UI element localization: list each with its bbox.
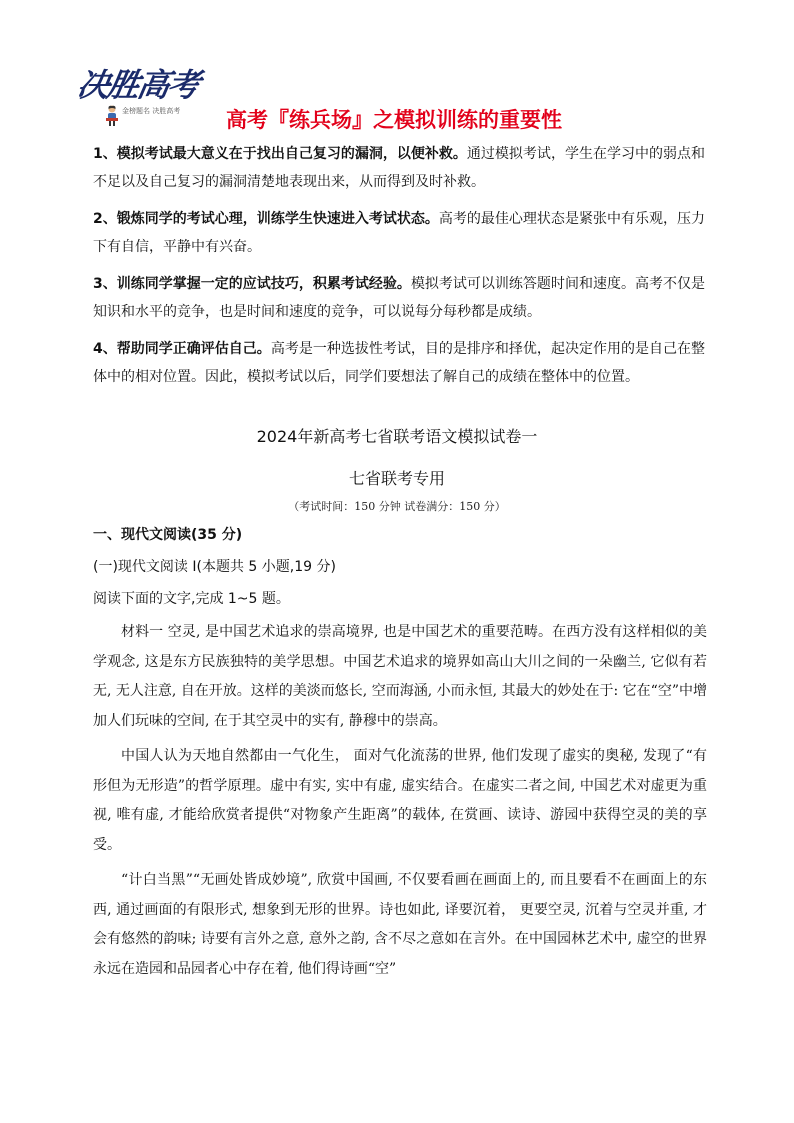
intro-point — [93, 205, 705, 261]
intro-point-text: 通过模拟考试，学生在学习中的弱点和不足以及自己复习的漏洞清楚地表现出来，从而得到及时补救。 — [93, 146, 705, 190]
exam-subtitle: 七省联考专用 — [348, 469, 445, 488]
passage-paragraph: “计白当黑”“无画处皆成妙境”, 欣赏中国画, 不仅要看画在画面上的, 而且要看不在画面上的东西, 通过画面的有限形式, 想象到无形的世界。诗也如此, 译要沉着， 更要空灵, 沉着与空灵并重, 才会有悠然的韵味; 诗要有言外之意, 意外之韵, 含不尽之意如在言外。在中国园林艺术中, 虚空的世界永远在造园和品园者心中存在着, 他们得诗画“空” — [93, 872, 707, 977]
intro-point-text: 高考是一种选拔性考试，目的是排序和择优，起决定作用的是自己在整体中的相对位置。因此，模拟考试以后，同学们要想法了解自己的成绩在整体中的位置。 — [93, 341, 706, 385]
intro-point-bold: 2、锻炼同学的考试心理，训练学生快速进入考试状态。 — [93, 211, 439, 227]
logo-subtitle: 金榜题名 决胜高考 — [122, 107, 181, 115]
intro-point-bold: 4、帮助同学正确评估自己。 — [93, 341, 271, 357]
exam-title: 2024年新高考七省联考语文模拟试卷一 — [256, 427, 538, 446]
intro-point-bold: 3、训练同学掌握一定的应试技巧，积累考试经验。 — [93, 276, 411, 292]
passage-paragraph: 中国人认为天地自然都由一气化生， 面对气化流荡的世界, 他们发现了虚实的奥秘, 发现了“有形但为无形造”的哲学原理。虚中有实, 实中有虚, 虚实结合。在虚实二者之间, 中国艺术对虚更为重视, 唯有虚, 才能给欣赏者提供“对物象产生距离”的载体, 在赏画、读诗、游园中获得空灵的美的享受。 — [93, 748, 707, 853]
intro-point-text: 高考的最佳心理状态是紧张中有乐观，压力下有自信，平静中有兴奋。 — [93, 211, 705, 255]
logo-text: 决胜高考 — [74, 66, 202, 104]
intro-point-text: 模拟考试可以训练答题时间和速度。高考不仅是知识和水平的竞争，也是时间和速度的竞争，可以说每分每秒都是成绩。 — [93, 276, 705, 320]
intro-point — [93, 270, 705, 326]
section-heading: 一、现代文阅读(35 分) — [93, 527, 243, 543]
logo — [74, 58, 204, 138]
section-subheading: (一)现代文阅读 I(本题共 5 小题,19 分) — [93, 559, 336, 575]
section-instruction: 阅读下面的文字,完成 1~5 题。 — [93, 591, 290, 607]
intro-point — [93, 140, 705, 196]
intro-point-bold: 1、模拟考试最大意义在于找出自己复习的漏洞，以便补救。 — [93, 146, 467, 162]
intro-point — [93, 335, 705, 391]
reading-passage — [93, 618, 707, 990]
exam-info: （考试时间：150 分钟 试卷满分：150 分） — [288, 500, 506, 513]
header-title: 高考『练兵场』之模拟训练的重要性 — [226, 108, 562, 132]
student-figure-icon — [104, 104, 120, 126]
intro-section — [93, 140, 705, 400]
passage-paragraph: 材料一 空灵, 是中国艺术追求的崇高境界, 也是中国艺术的重要范畴。在西方没有这样相似的美学观念, 这是东方民族独特的美学思想。中国艺术追求的境界如高山大川之间的一朵幽兰, 它似有若无, 无人注意, 自在开放。这样的美淡而悠长, 空而海涵, 小而永恒, 其最大的妙处在于: 它在“空”中增加人们玩味的空间, 在于其空灵中的实有, 静穆中的崇高。 — [93, 624, 707, 729]
